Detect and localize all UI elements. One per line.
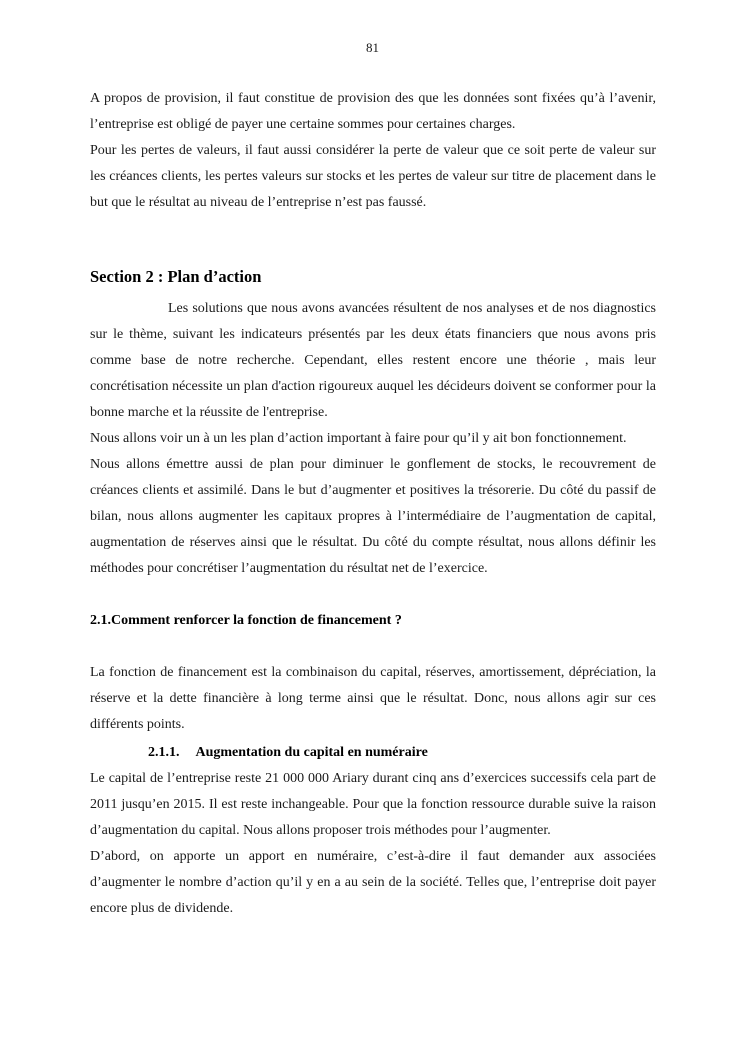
page-content [90, 86, 656, 922]
paragraph-apport-numeraire: D’abord, on apporte un apport en numéraire, c’est-à-dire il faut demander aux associées d’augmenter le nombre d’action qu’il y en a au sein de la société. Telles que, l’entreprise doit payer encore plus de dividende. [90, 849, 656, 916]
heading-2-1-1-label: Augmentation du capital en numéraire [195, 745, 428, 760]
paragraph-capital-entreprise: Le capital de l’entreprise reste 21 000 000 Ariary durant cinq ans d’exercices successifs cela part de 2011 jusqu’en 2015. Il est reste inchangeable. Pour que la fonction ressource durable suive la raison d’augmentation du capital. Nous allons proposer trois méthodes pour l’augmenter. [90, 771, 656, 838]
page-number: 81 [366, 40, 379, 55]
paragraph-provision: A propos de provision, il faut constitue de provision des que les données sont fixées qu’à l’avenir, l’entreprise est obligé de payer une certaine sommes pour certaines charges. [90, 91, 656, 132]
heading-2-1-1-number: 2.1.1. [148, 745, 180, 760]
paragraph-fonction-financement: La fonction de financement est la combinaison du capital, réserves, amortissement, dépréciation, la réserve et la dette financière à long terme ainsi que le résultat. Donc, nous allons agir sur ces différents points. [90, 665, 656, 732]
heading-2-1-renforcer-financement: 2.1.Comment renforcer la fonction de financement ? [90, 613, 402, 628]
paragraph-pertes-de-valeurs: Pour les pertes de valeurs, il faut aussi considérer la perte de valeur que ce soit perte de valeur sur les créances clients, les pertes valeurs sur stocks et les pertes de valeur sur titre de placement dans le but que le résultat au niveau de l’entreprise n’est pas faussé. [90, 143, 656, 210]
section-2-heading: Section 2 : Plan d’action [90, 267, 262, 286]
paragraph-solutions: Les solutions que nous avons avancées résultent de nos analyses et de nos diagnostics sur le thème, suivant les indicateurs présentés par les deux états financiers que nous avons pris comme base de notre recherche. Cependant, elles restent encore une théorie , mais leur concrétisation nécessite un plan d'action rigoureux auquel les décideurs doivent se conformer pour la bonne marche et la réussite de l'entreprise. [90, 301, 656, 420]
paragraph-plan-action: Nous allons voir un à un les plan d’action important à faire pour qu’il y ait bon fonctionnement. [90, 431, 627, 446]
heading-2-1-1-augmentation-capital [148, 740, 656, 766]
paragraph-emettre-plan: Nous allons émettre aussi de plan pour diminuer le gonflement de stocks, le recouvrement de créances clients et assimilé. Dans le but d’augmenter et positives la trésorerie. Du côté du passif de bilan, nous allons augmenter les capitaux propres à l’intermédiaire de l’augmentation de capital, augmentation de réserves ainsi que le résultat. Du côté du compte résultat, nous allons définir les méthodes pour concrétiser l’augmentation du résultat net de l’exercice. [90, 457, 656, 576]
